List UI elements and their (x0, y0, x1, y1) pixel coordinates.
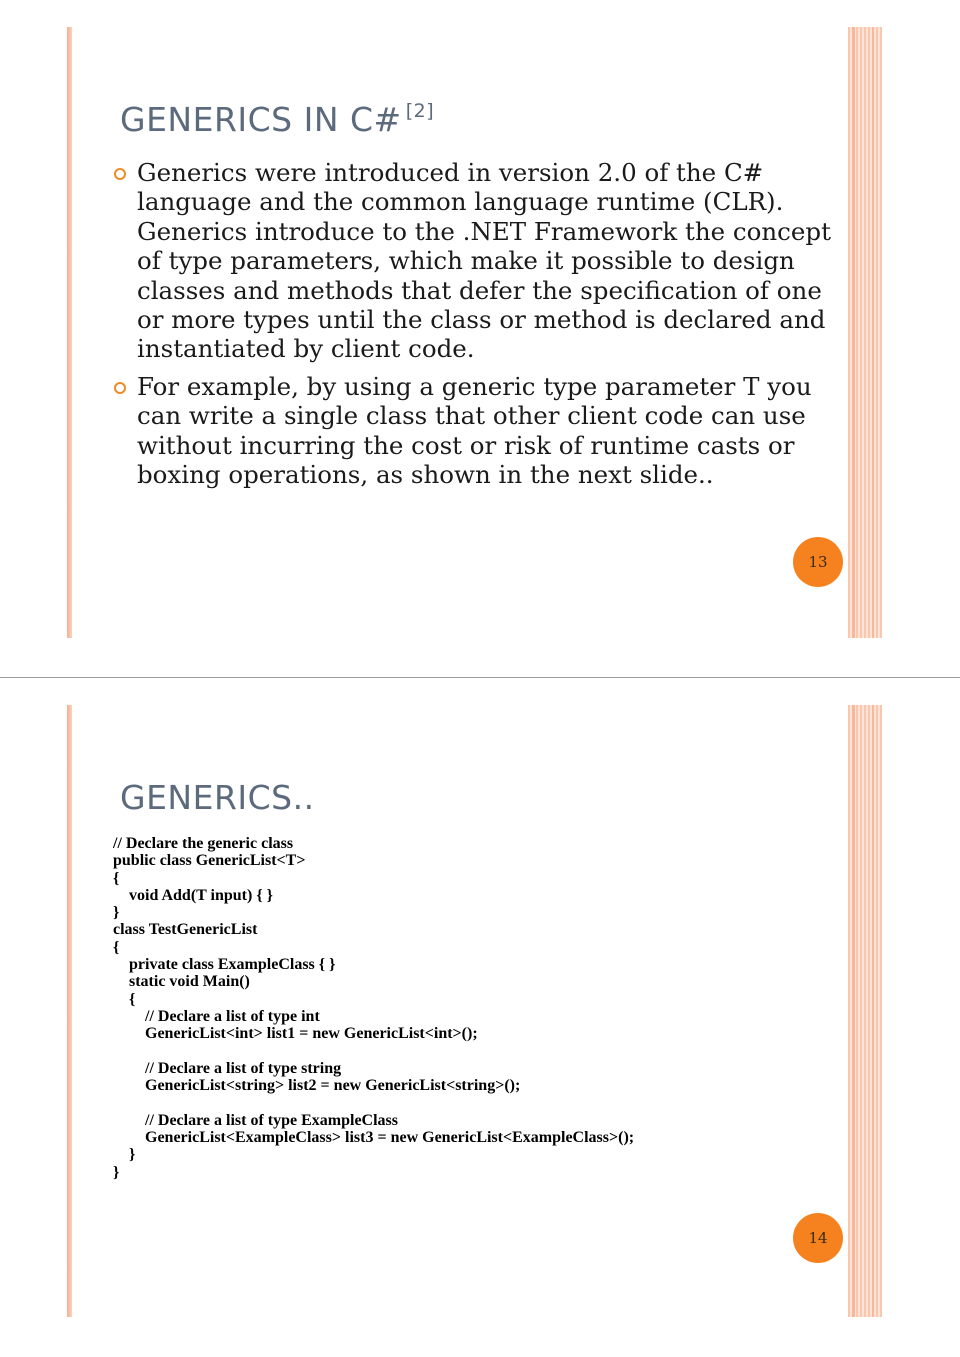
code-line: GenericList<ExampleClass> list3 = new GenericList<ExampleClass>(); (113, 1129, 635, 1147)
left-accent-rule (67, 705, 72, 1317)
code-line: { (113, 938, 120, 956)
code-line (113, 1094, 634, 1111)
code-line: static void Main() (113, 973, 250, 991)
slide-title (120, 100, 434, 139)
code-line: void Add(T input) { } (113, 886, 273, 904)
code-line: { (113, 869, 120, 887)
code-line: // Declare the generic class (113, 835, 294, 852)
bullet-item (112, 372, 837, 490)
bullet-ring-icon (114, 168, 126, 180)
code-line: class TestGenericList (113, 921, 258, 939)
bullet-text: For example, by using a generic type parameter T you can write a single class that other client code can use without incurring the cost or risk of runtime casts or boxing operations, as shown in the next slide.. (137, 371, 812, 490)
right-accent-band (848, 27, 882, 638)
code-line: } (113, 904, 120, 922)
slide-title: GENERICS.. (120, 778, 315, 817)
code-line: } (113, 1163, 120, 1181)
slide-14 (0, 678, 960, 1357)
slide-13 (0, 0, 960, 678)
bullet-text: Generics were introduced in version 2.0 of the C# language and the common language runtime (CLR). Generics introduce to the .NET Framework the concept of type parameters, which make it possible to design classes and methods that defer the specification of one or more types until the class or method is declared and instantiated by client code. (137, 158, 831, 364)
code-line: public class GenericList<T> (113, 852, 306, 870)
code-line: // Declare a list of type ExampleClass (113, 1111, 399, 1129)
code-line: // Declare a list of type int (113, 1007, 320, 1025)
code-block (113, 835, 634, 1181)
bullet-list (112, 158, 837, 497)
slide-title-text: GENERICS IN C# (120, 100, 402, 139)
code-line: GenericList<int> list1 = new GenericList<int>(); (113, 1025, 478, 1043)
code-line: // Declare a list of type string (113, 1059, 342, 1077)
bullet-item (112, 158, 837, 364)
bullet-ring-icon (114, 382, 126, 394)
code-line: { (113, 990, 136, 1008)
page-number-badge: 14 (793, 1213, 843, 1263)
code-line: private class ExampleClass { } (113, 956, 336, 974)
code-line: } (113, 1146, 136, 1164)
page-number-badge: 13 (793, 537, 843, 587)
code-line (113, 1043, 634, 1060)
left-accent-rule (67, 27, 72, 638)
code-line: GenericList<string> list2 = new GenericList<string>(); (113, 1077, 521, 1095)
right-accent-band (848, 705, 882, 1317)
citation-ref: [2] (405, 100, 435, 122)
